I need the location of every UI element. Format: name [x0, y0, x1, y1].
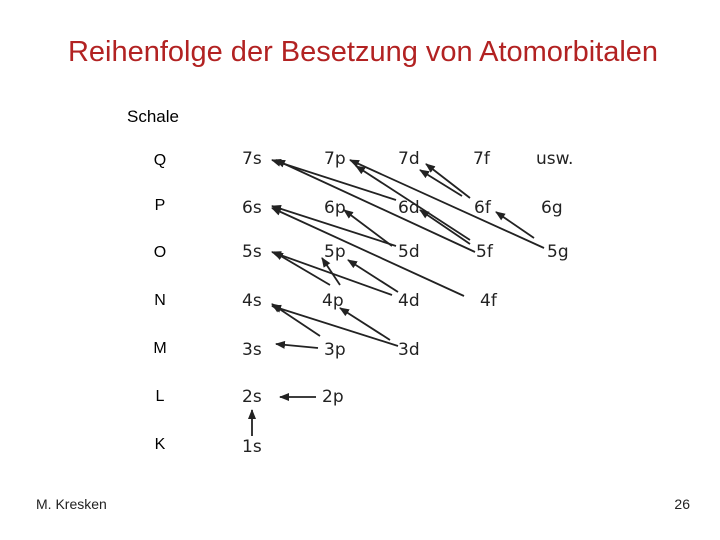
shell-header: Schale	[127, 107, 179, 126]
orbital-1s: 1s	[242, 437, 262, 457]
arrow-5d-6p	[344, 210, 392, 246]
orbital-7f: 7f	[473, 149, 490, 169]
orbital-5g: 5g	[547, 242, 569, 262]
arrow-4p-5s	[272, 304, 320, 336]
orbital-4s: 4s	[242, 291, 262, 311]
orbital-4p: 4p	[322, 291, 344, 311]
orbital-7p: 7p	[324, 149, 346, 169]
author-label: M. Kresken	[36, 496, 107, 512]
shell-label-p: P	[154, 197, 166, 214]
orbital-2s: 2s	[242, 387, 262, 407]
orbital-6g: 6g	[541, 198, 563, 218]
orbital-5d: 5d	[398, 242, 420, 262]
orbital-usw: usw.	[536, 149, 574, 169]
slide-title: Reihenfolge der Besetzung von Atomorbitalen	[67, 36, 659, 68]
shell-label-o: O	[153, 244, 167, 261]
arrow-5f-6d-7p	[276, 160, 475, 252]
arrow-5f-7p	[356, 166, 470, 240]
orbital-5s: 5s	[242, 242, 262, 262]
shell-label-k: K	[154, 436, 166, 453]
orbital-7d: 7d	[398, 149, 420, 169]
orbital-3d: 3d	[398, 340, 420, 360]
orbital-6f: 6f	[474, 198, 491, 218]
orbital-4d: 4d	[398, 291, 420, 311]
orbital-2p: 2p	[322, 387, 344, 407]
shell-label-n: N	[154, 292, 166, 309]
arrow-5g-6f-7d	[350, 160, 544, 248]
orbital-6s: 6s	[242, 198, 262, 218]
shell-label-m: M	[153, 340, 167, 357]
orbital-5p: 5p	[324, 242, 346, 262]
arrow-5p-6s	[274, 252, 330, 285]
arrow-6f-7d-b	[420, 170, 462, 196]
arrow-3p-4s	[276, 344, 318, 348]
orbital-7s: 7s	[242, 149, 262, 169]
orbital-3p: 3p	[324, 340, 346, 360]
shell-label-l: L	[155, 388, 165, 405]
orbital-5f: 5f	[476, 242, 493, 262]
orbital-6d: 6d	[398, 198, 420, 218]
orbital-4f: 4f	[480, 291, 497, 311]
arrow-4f-5d	[348, 260, 398, 292]
orbital-3s: 3s	[242, 340, 262, 360]
arrow-6f-7d	[426, 164, 470, 198]
shell-label-q: Q	[153, 152, 167, 169]
page-number: 26	[674, 496, 690, 512]
orbital-6p: 6p	[324, 198, 346, 218]
